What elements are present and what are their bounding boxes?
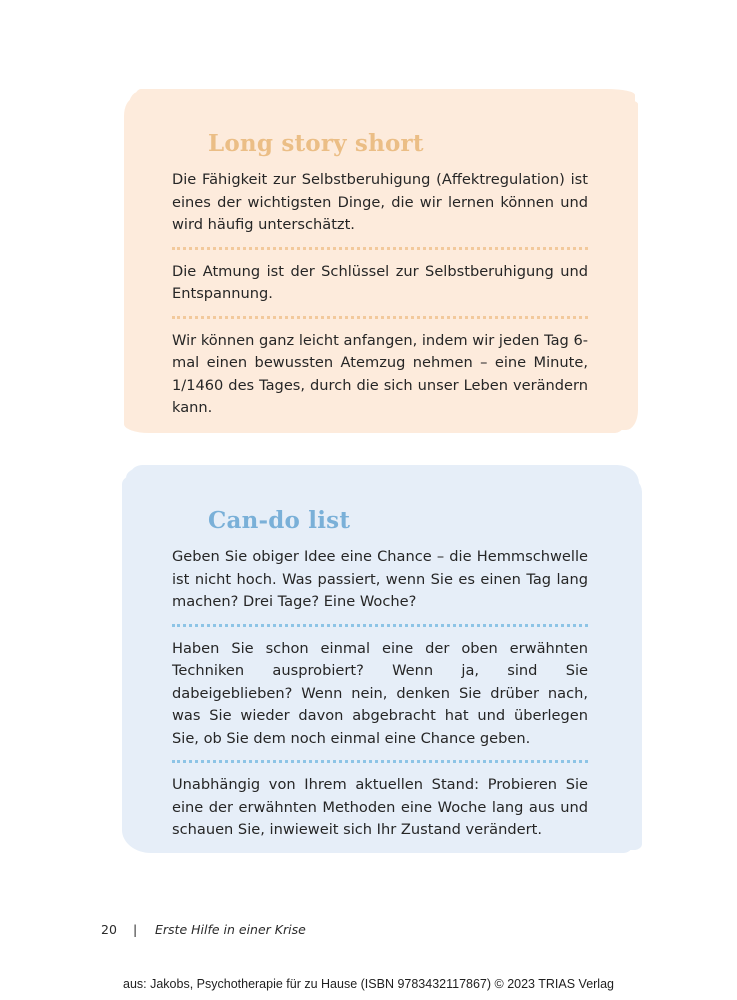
- long-story-item-1: Die Fähigkeit zur Selbstberuhigung (Affektregulation) ist eines der wichtigsten Dinge, die wir lernen können und wird häufig unterschätzt.: [172, 171, 588, 233]
- page-footer: [101, 922, 306, 937]
- chapter-title: Erste Hilfe in einer Krise: [155, 922, 306, 937]
- can-do-item-3: Unabhängig von Ihrem aktuellen Stand: Probieren Sie eine der erwähnten Methoden eine Woche lang aus und schauen Sie, inwieweit sich Ihr Zustand verändert.: [172, 776, 588, 838]
- can-do-item-2: Haben Sie schon einmal eine der oben erwähnten Techniken ausprobiert? Wenn ja, sind Sie dabeigeblieben? Wenn nein, denken Sie drüber nach, was Sie wieder davon abgebracht hat und überlegen Sie, ob Sie dem noch einmal eine Chance geben.: [172, 639, 588, 747]
- dotted-divider: [172, 624, 588, 627]
- page-number: 20: [101, 922, 117, 937]
- can-do-item-1: Geben Sie obiger Idee eine Chance – die Hemmschwelle ist nicht hoch. Was passiert, wenn Sie es einen Tag lang machen? Drei Tage? Eine Woche?: [172, 548, 588, 610]
- long-story-item-3: Wir können ganz leicht anfangen, indem wir jeden Tag 6-mal einen bewussten Atemzug nehmen – eine Minute, 1/1460 des Tages, durch die sich unser Leben verändern kann.: [172, 331, 588, 416]
- long-story-box: [172, 130, 588, 420]
- can-do-box: [172, 507, 588, 842]
- dotted-divider: [172, 316, 588, 319]
- can-do-title: Can-do list: [208, 507, 351, 534]
- footer-separator: |: [133, 922, 138, 937]
- dotted-divider: [172, 247, 588, 250]
- source-credit: aus: Jakobs, Psychotherapie für zu Hause (ISBN 9783432117867) © 2023 TRIAS Verlag: [123, 977, 614, 991]
- long-story-title: Long story short: [208, 130, 424, 157]
- dotted-divider: [172, 760, 588, 763]
- long-story-item-2: Die Atmung ist der Schlüssel zur Selbstberuhigung und Entspannung.: [172, 262, 588, 302]
